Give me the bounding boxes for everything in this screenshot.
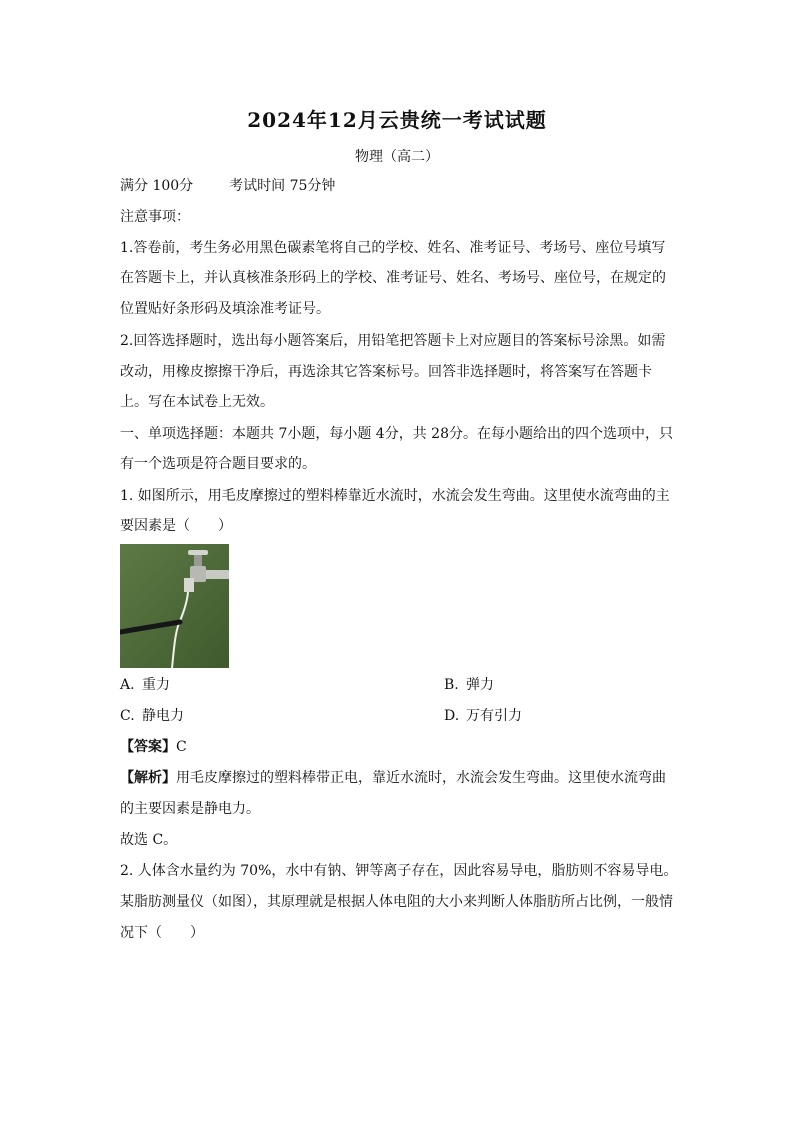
- option-a-letter: A.: [120, 677, 135, 693]
- question-1-figure: [120, 544, 229, 668]
- question-1-option-a: [120, 675, 170, 695]
- section-heading-line-1: 一、单项选择题：本题共 7小题，每小题 4分，共 28分。在每小题给出的四个选项中，只: [120, 426, 673, 442]
- option-d-letter: D.: [444, 708, 460, 724]
- notice-item-2-line-1: 2.回答选择题时，选出每小题答案后，用铅笔把答题卡上对应题目的答案标号涂黑。如需: [120, 333, 666, 349]
- notice-item-2-line-3: 上。写在本试卷上无效。: [120, 394, 274, 410]
- option-b-text: 弹力: [466, 677, 494, 693]
- question-2-stem-line-1: 2. 人体含水量约为 70%，水中有钠、钾等离子存在，因此容易导电，脂肪则不容易导电。: [120, 863, 678, 879]
- question-2-stem-line-3: 况下（ ）: [120, 925, 204, 941]
- exam-subtitle: 物理（高二）: [355, 149, 439, 165]
- faucet-spout: [184, 578, 194, 592]
- question-1-option-d: [444, 706, 522, 726]
- question-1-option-b: [444, 675, 494, 695]
- answer-value: C: [176, 739, 187, 755]
- analysis-label: 【解析】: [120, 770, 176, 786]
- question-1-stem-line-1: 1. 如图所示，用毛皮摩擦过的塑料棒靠近水流时，水流会发生弯曲。这里使水流弯曲的主: [120, 488, 670, 504]
- faucet-handle: [188, 550, 208, 555]
- notice-item-1-line-2: 在答题卡上，并认真核准条形码上的学校、准考证号、姓名、考场号、座位号，在规定的: [120, 270, 666, 286]
- option-d-text: 万有引力: [466, 708, 522, 724]
- question-1-analysis-line-2: 的主要因素是静电力。: [120, 801, 260, 817]
- question-1-option-c: [120, 706, 184, 726]
- wall-pipe: [202, 570, 229, 579]
- question-2-stem-line-2: 某脂肪测量仪（如图），其原理就是根据人体电阻的大小来判断人体脂肪所占比例，一般情: [120, 894, 673, 910]
- section-heading-line-2: 有一个选项是符合题目要求的。: [120, 456, 316, 472]
- answer-label: 【答案】: [120, 739, 176, 755]
- question-1-stem-line-2: 要因素是（ ）: [120, 518, 232, 534]
- notice-item-2-line-2: 改动，用橡皮擦擦干净后，再选涂其它答案标号。回答非选择题时，将答案写在答题卡: [120, 364, 652, 380]
- analysis-text-1: 用毛皮摩擦过的塑料棒带正电，靠近水流时，水流会发生弯曲。这里使水流弯曲: [176, 770, 666, 786]
- exam-meta: [120, 176, 335, 196]
- option-c-text: 静电力: [142, 708, 184, 724]
- full-score: 满分 100分: [120, 178, 194, 194]
- question-1-conclusion: 故选 C。: [120, 832, 178, 848]
- option-c-letter: C.: [120, 708, 135, 724]
- option-b-letter: B.: [444, 677, 459, 693]
- water-stream-photo: [120, 544, 229, 668]
- exam-duration: 考试时间 75分钟: [229, 178, 336, 194]
- option-a-text: 重力: [142, 677, 170, 693]
- exam-title: 2024年12月云贵统一考试试题: [247, 108, 547, 132]
- notice-item-1-line-1: 1.答卷前，考生务必用黑色碳素笔将自己的学校、姓名、准考证号、考场号、座位号填写: [120, 240, 666, 256]
- notice-heading: 注意事项：: [120, 209, 190, 225]
- question-1-analysis-line-1: [120, 768, 666, 788]
- notice-item-1-line-3: 位置贴好条形码及填涂准考证号。: [120, 301, 330, 317]
- question-1-answer: [120, 737, 187, 757]
